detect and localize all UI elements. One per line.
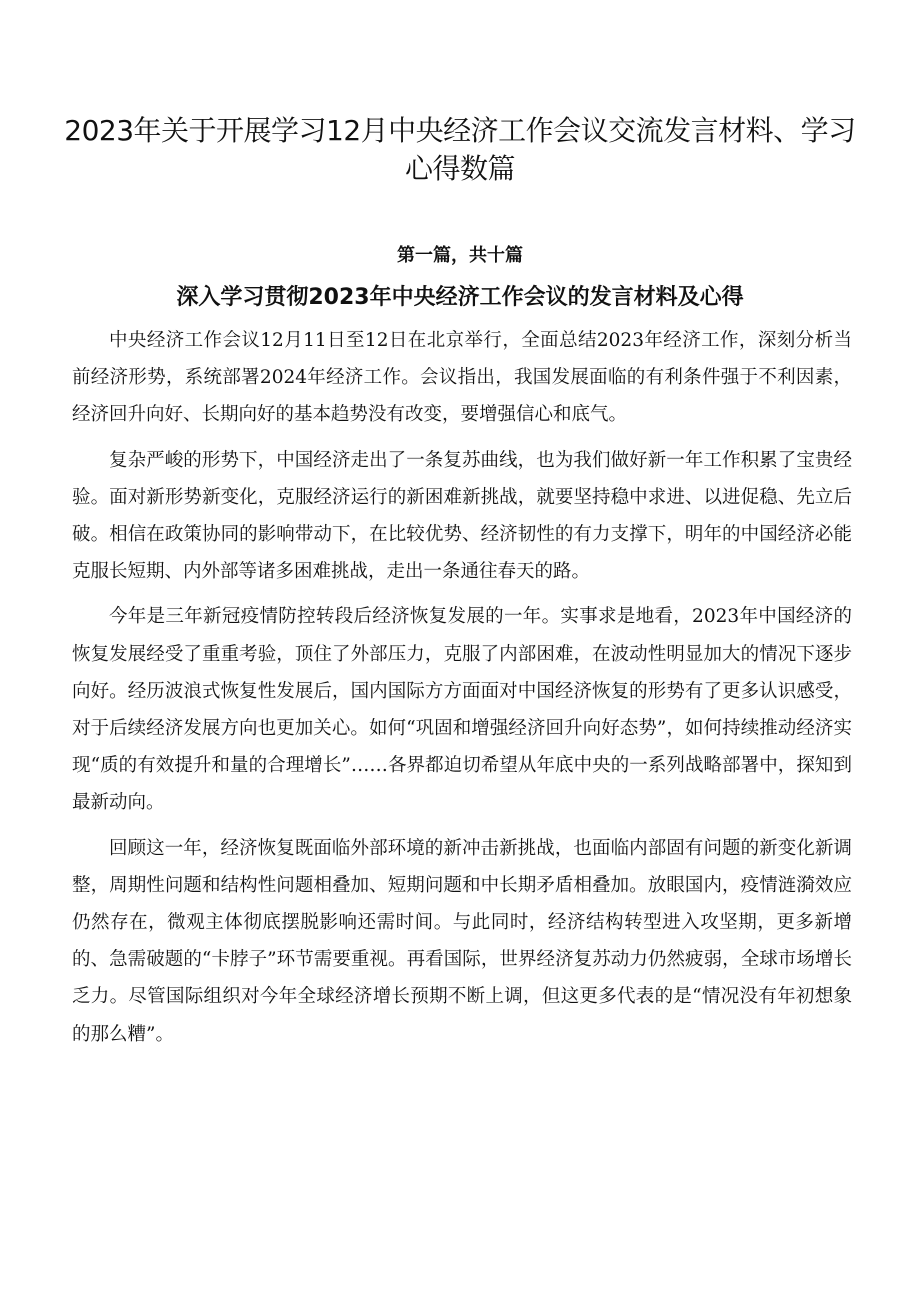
paragraph: 中央经济工作会议12月11日至12日在北京举行，全面总结2023年经济工作，深刻分析当前经济形势，系统部署2024年经济工作。会议指出，我国发展面临的有利条件强于不利因素，经济回升向好、长期向好的基本趋势没有改变，要增强信心和底气。 bbox=[72, 330, 852, 426]
paragraph: 复杂严峻的形势下，中国经济走出了一条复苏曲线，也为我们做好新一年工作积累了宝贵经验。面对新形势新变化，克服经济运行的新困难新挑战，就要坚持稳中求进、以进促稳、先立后破。相信在政策协同的影响带动下，在比较优势、经济韧性的有力支撑下，明年的中国经济必能克服长短期、内外部等诸多困难挑战，走出一条通往春天的路。 bbox=[72, 449, 852, 583]
paragraph: 今年是三年新冠疫情防控转段后经济恢复发展的一年。实事求是地看，2023年中国经济的恢复发展经受了重重考验，顶住了外部压力，克服了内部困难，在波动性明显加大的情况下逐步向好。经历波浪式恢复性发展后，国内国际方方面面对中国经济恢复的形势有了更多认识感受，对于后续经济发展方向也更加关心。如何“巩固和增强经济回升向好态势”，如何持续推动经济实现“质的有效提升和量的合理增长”……各界都迫切希望从年底中央的一系列战略部署中，探知到最新动向。 bbox=[72, 606, 852, 814]
section-title: 深入学习贯彻2023年中央经济工作会议的发言材料及心得 bbox=[176, 285, 744, 310]
document-body bbox=[72, 322, 852, 1061]
section-label: 第一篇，共十篇 bbox=[397, 245, 523, 266]
paragraph: 回顾这一年，经济恢复既面临外部环境的新冲击新挑战，也面临内部固有问题的新变化新调整，周期性问题和结构性问题相叠加、短期问题和中长期矛盾相叠加。放眼国内，疫情涟漪效应仍然存在，微观主体彻底摆脱影响还需时间。与此同时，经济结构转型进入攻坚期，更多新增的、急需破题的“卡脖子”环节需要重视。再看国际，世界经济复苏动力仍然疲弱，全球市场增长乏力。尽管国际组织对今年全球经济增长预期不断上调，但这更多代表的是“情况没有年初想象的那么糟”。 bbox=[72, 837, 852, 1045]
document-title: 2023年关于开展学习12月中央经济工作会议交流发言材料、学习心得数篇 bbox=[64, 114, 856, 185]
